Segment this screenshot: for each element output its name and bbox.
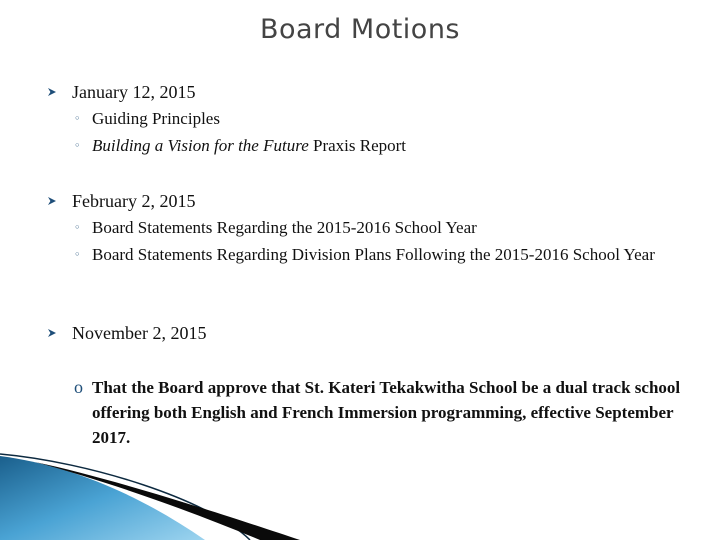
ring-bullet-icon: ◦ bbox=[74, 221, 81, 234]
section-date: November 2, 2015 bbox=[72, 323, 207, 343]
sub-item-text: Board Statements Regarding the 2015-2016 School Year bbox=[92, 218, 477, 237]
ring-bullet-icon: ◦ bbox=[74, 248, 81, 261]
ring-bullet-icon: ◦ bbox=[74, 112, 81, 125]
motion-text: That the Board approve that St. Kateri Tekakwitha School be a dual track school offering both English and French Immersion programming, effective September 2017. bbox=[92, 378, 681, 447]
swoosh-fill bbox=[0, 456, 205, 540]
slide-title: Board Motions bbox=[259, 14, 461, 45]
sub-item-text: Praxis Report bbox=[308, 136, 407, 155]
section-date: January 12, 2015 bbox=[72, 82, 196, 102]
section-date: February 2, 2015 bbox=[72, 191, 196, 211]
sub-item-text: Board Statements Regarding Division Plans Following the 2015-2016 School Year bbox=[92, 245, 655, 264]
circle-bullet-icon: o bbox=[74, 377, 83, 397]
ring-bullet-icon: ◦ bbox=[74, 139, 81, 152]
sub-item-italic: Building a Vision for the Future bbox=[92, 136, 309, 155]
sub-item-text: Guiding Principles bbox=[92, 109, 220, 128]
